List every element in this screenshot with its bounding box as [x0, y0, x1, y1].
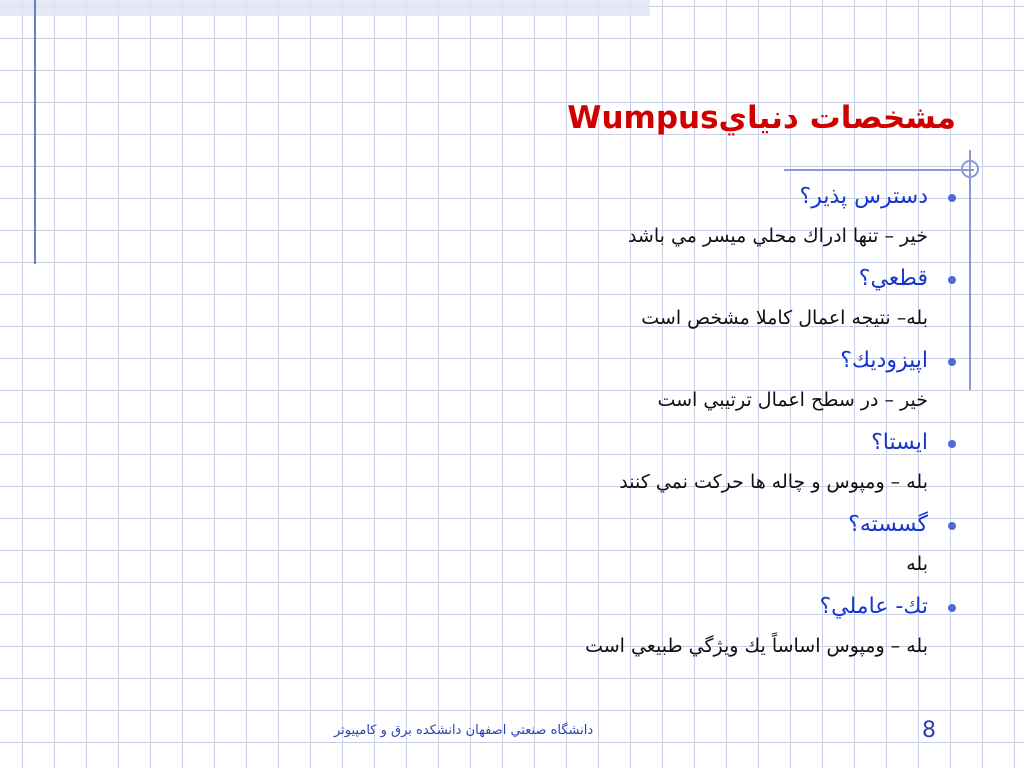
bullet-icon [948, 194, 956, 202]
question-text: اپيزوديك؟ [840, 348, 928, 373]
question-line [396, 342, 956, 382]
list-item [396, 424, 956, 506]
list-item [396, 178, 956, 260]
answer-text: خير – در سطح اعمال ترتيبي است [657, 389, 928, 411]
left-decorative-rule [34, 0, 36, 264]
question-line [396, 506, 956, 546]
bullet-icon [948, 358, 956, 366]
question-text: گسسته؟ [848, 512, 928, 537]
list-item [396, 588, 956, 670]
top-band [0, 0, 650, 16]
crosshair-circle-icon [961, 160, 979, 178]
answer-text: خير – تنها ادراك محلي ميسر مي باشد [627, 225, 928, 247]
title-underline-rule [784, 169, 974, 171]
question-line [396, 424, 956, 464]
bullet-icon [948, 276, 956, 284]
list-item [396, 260, 956, 342]
list-item [396, 506, 956, 588]
footer-institution: دانشگاه صنعتي اصفهان دانشكده برق و كامپيوتر [334, 723, 594, 738]
list-item [396, 342, 956, 424]
question-line [396, 588, 956, 628]
answer-text: بله [906, 553, 928, 575]
page-number: 8 [922, 718, 936, 743]
answer-text: بله – ومپوس اساساً يك ويژگي طبيعي است [585, 635, 928, 657]
question-line [396, 178, 956, 218]
question-text: قطعي؟ [858, 266, 928, 291]
right-decorative-rule [969, 150, 971, 390]
question-text: دسترس پذير؟ [799, 184, 928, 209]
property-list [396, 178, 956, 670]
question-text: تك- عاملي؟ [819, 594, 928, 619]
question-text: ايستا؟ [871, 430, 928, 455]
bullet-icon [948, 440, 956, 448]
answer-text: بله– نتيجه اعمال كاملا مشخص است [641, 307, 928, 329]
question-line [396, 260, 956, 300]
slide-title: مشخصات دنيايWumpus [567, 100, 956, 136]
bullet-icon [948, 604, 956, 612]
answer-text: بله – ومپوس و چاله ها حركت نمي كنند [619, 471, 928, 493]
bullet-icon [948, 522, 956, 530]
